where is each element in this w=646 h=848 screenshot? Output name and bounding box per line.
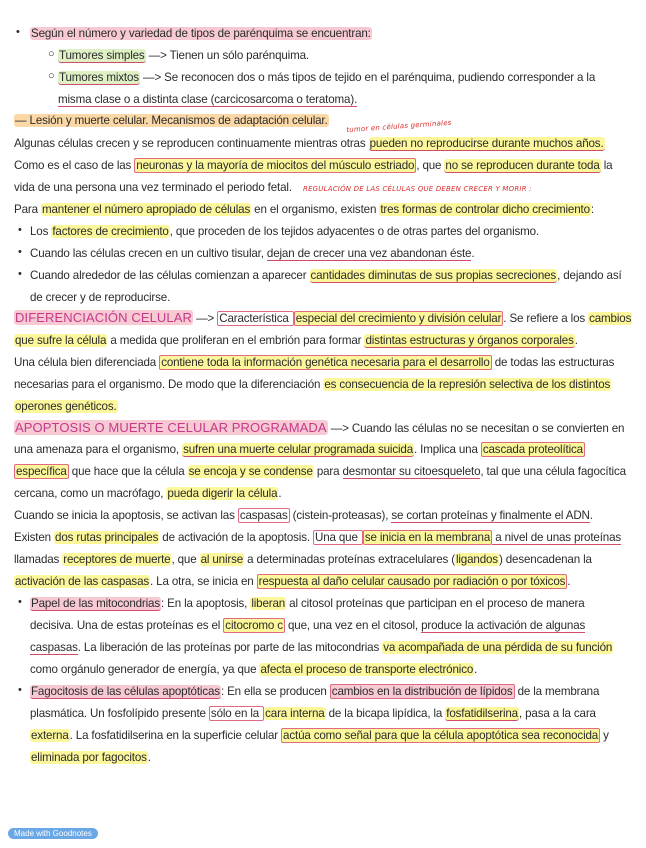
highlight: Tumores simples <box>59 49 145 62</box>
line: Algunas células crecen y se reproducen continuamente mientras otras pueden no reproducirse durante muchos años. <box>14 137 604 150</box>
line: APOPTOSIS O MUERTE CELULAR PROGRAMADA —> Cuando las células no se necesitan o se convierten en <box>15 420 625 435</box>
line: Cuando se inicia la apoptosis, se activan las caspasas (cistein-proteasas), se cortan proteínas y finalmente el ADN. <box>14 509 593 522</box>
line: de crecer y de reproducirse. <box>30 291 171 304</box>
line: llamadas receptores de muerte, que al unirse a determinadas proteínas extracelulares (ligandos) desencadenan la <box>14 553 592 566</box>
line: Cuando alrededor de las células comienzan a aparecer cantidades diminutas de sus propias secreciones, dejando así <box>30 269 622 282</box>
heading-apoptosis: APOPTOSIS O MUERTE CELULAR PROGRAMADA <box>15 420 327 435</box>
line <box>30 26 636 42</box>
line: Tumores simples —> Tienen un sólo parénquima. <box>59 49 309 62</box>
line: externa. La fosfatidilserina en la superficie celular actúa como señal para que la célula apoptótica sea reconocida y <box>31 729 609 742</box>
line: específica que hace que la célula se encoja y se condense para desmontar su citoesqueleto, tal que una célula fagocítica <box>16 465 626 478</box>
line: Los factores de crecimiento, que proceden de los tejidos adyacentes o de otras partes del organismo. <box>30 225 540 238</box>
line: Existen dos rutas principales de activación de la apoptosis. Una que se inicia en la membrana a nivel de unas proteínas <box>14 531 622 544</box>
line: Fagocitosis de las células apoptóticas: En ella se producen cambios en la distribución de lípidos de la membrana <box>31 685 600 698</box>
line: Tumores mixtos —> Se reconocen dos o más tipos de tejido en el parénquima, pudiendo corresponder a la <box>59 71 596 84</box>
line: una amenaza para el organismo, sufren una muerte celular programada suicida. Implica una cascada proteolítica <box>14 443 583 456</box>
highlight: Según el número y variedad de tipos de parénquima se encuentran: <box>31 27 371 40</box>
line: cercana, como un macrófago, pueda digerir la célula. <box>14 487 282 500</box>
highlight: — Lesión y muerte celular. Mecanismos de adaptación celular. <box>15 114 328 127</box>
line: misma clase o a distinta clase (carcicosarcoma o teratoma). <box>58 93 358 106</box>
goodnotes-badge: Made with Goodnotes <box>8 828 98 839</box>
handwritten-note: REGULACIÓN DE LAS CÉLULAS QUE DEBEN CRECER Y MORIR : <box>303 185 532 193</box>
bullet: • <box>18 596 22 608</box>
line: activación de las caspasas. La otra, se inicia en respuesta al daño celular causado por radiación o por tóxicos . <box>15 575 571 588</box>
highlight: Tumores mixtos <box>59 71 139 84</box>
line: necesarias para el organismo. De modo que la diferenciación es consecuencia de la represión selectiva de los distintos <box>14 378 611 391</box>
line: plasmática. Un fosfolípido presente sólo en la cara interna de la bicapa lipídica, la fosfatidilserina, pasa a la cara <box>30 707 596 720</box>
line: Como es el caso de las neuronas y la mayoría de miocitos del músculo estriado , que no se reproducen durante toda la <box>14 159 613 172</box>
line: Para mantener el número apropiado de células en el organismo, existen tres formas de controlar dicho crecimiento: <box>14 203 594 216</box>
line: como orgánulo generador de energía, ya que afecta el proceso de transporte electrónico. <box>30 663 478 676</box>
line: eliminada por fagocitos. <box>31 751 151 764</box>
bullet: ○ <box>48 70 55 82</box>
line: operones genéticos. <box>15 400 117 413</box>
line: DIFERENCIACIÓN CELULAR —> Característica especial del crecimiento y división celular . Se refiere a los cambios <box>15 310 632 325</box>
heading-diferenciacion: DIFERENCIACIÓN CELULAR <box>15 310 193 325</box>
bullet: • <box>18 224 22 236</box>
line: vida de una persona una vez terminado el periodo fetal. <box>14 181 292 194</box>
bullet: • <box>18 246 22 258</box>
line: Una célula bien diferenciada contiene toda la información genética necesaria para el desarrollo de todas las estructuras <box>14 356 615 369</box>
bullet: • <box>18 684 22 696</box>
line: decisiva. Una de estas proteínas es el citocromo c que, una vez en el citosol, produce la activación de algunas <box>30 619 586 632</box>
handwritten-note: tumor en células germinales <box>346 118 452 135</box>
line: Cuando las células crecen en un cultivo tisular, dejan de crecer una vez abandonan éste. <box>30 247 475 260</box>
line: Papel de las mitocondrias: En la apoptosis, liberan al citosol proteínas que participan en el proceso de manera <box>31 597 585 610</box>
bullet: • <box>18 268 22 280</box>
bullet: • <box>16 26 20 38</box>
line: caspasas. La liberación de las proteínas por parte de las mitocondrias va acompañada de una pérdida de su función <box>30 641 613 654</box>
line: que sufre la célula a medida que proliferan en el embrión para formar distintas estructuras y órganos corporales. <box>15 334 578 347</box>
bullet: ○ <box>48 48 55 60</box>
